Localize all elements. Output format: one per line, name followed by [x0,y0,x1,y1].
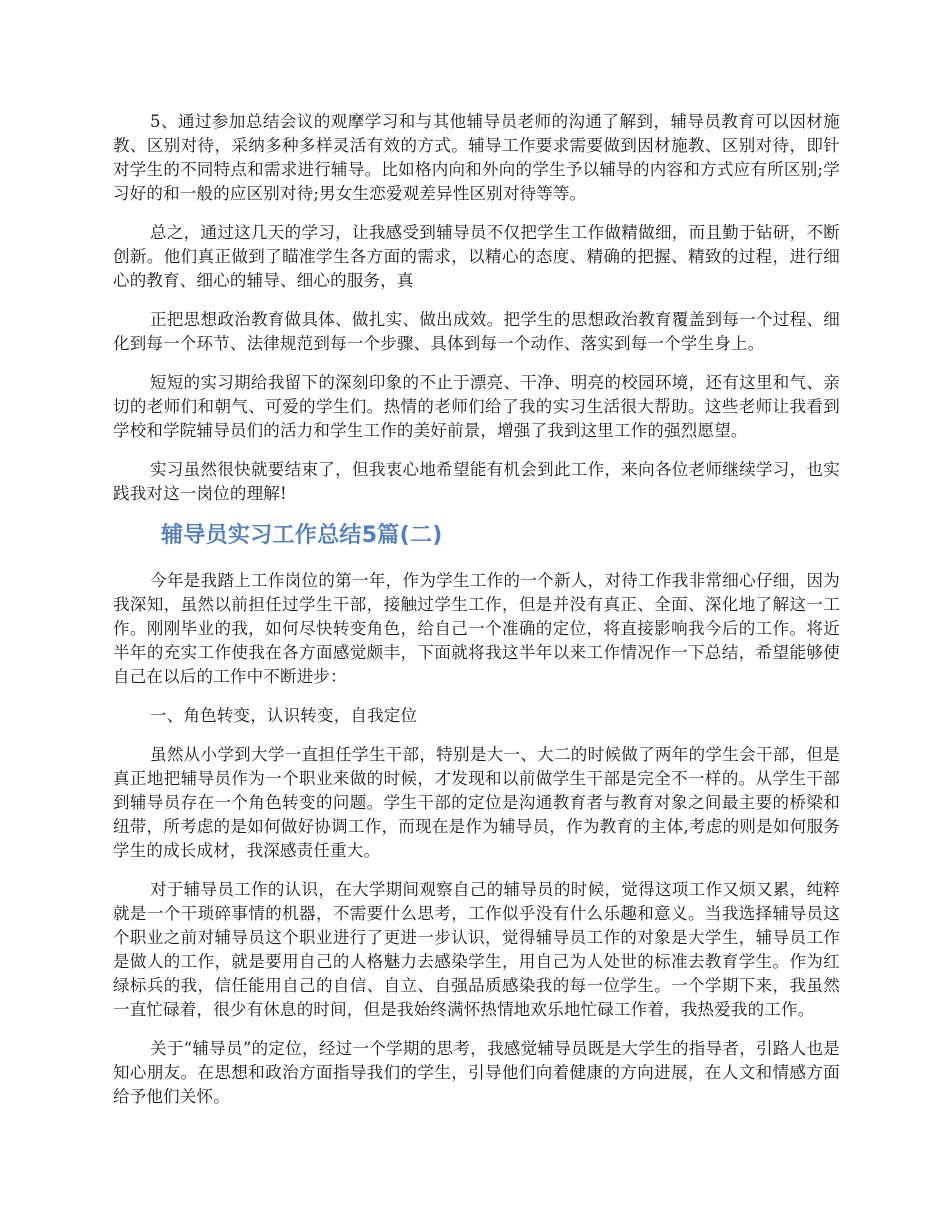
paragraph: 对于辅导员工作的认识，在大学期间观察自己的辅导员的时候，觉得这项工作又烦又累，纯粹就是一个干琐碎事情的机器，不需要什么思考，工作似乎没有什么乐趣和意义。当我选择辅导员这个职业之前对辅导员这个职业进行了更进一步认识，觉得辅导员工作的对象是大学生，辅导员工作是做人的工作，就是要用自己的人格魅力去感染学生，用自己为人处世的标准去教育学生。作为红绿标兵的我，信任能用自己的自信、自立、自强品质感染我的每一位学生。一个学期下来，我虽然一直忙碌着，很少有休息的时间，但是我始终满怀热情地欢乐地忙碌工作着，我热爱我的工作。 [113,880,840,1019]
paragraph: 关于“辅导员”的定位，经过一个学期的思考，我感觉辅导员既是大学生的指导者，引路人也是知心朋友。在思想和政治方面指导我们的学生，引导他们向着健康的方向进展，在人文和情感方面给予他们关怀。 [113,1039,840,1106]
document-body [113,110,840,1124]
paragraph: 实习虽然很快就要结束了，但我衷心地希望能有机会到此工作，来向各位老师继续学习，也实践我对这一岗位的理解! [113,460,840,503]
subheading-paragraph: 一、角色转变，认识转变，自我定位 [150,706,418,725]
paragraph: 正把思想政治教育做具体、做扎实、做出成效。把学生的思想政治教育覆盖到每一个过程、细化到每一个环节、法律规范到每一个步骤、具体到每一个动作、落实到每一个学生身上。 [113,310,840,353]
paragraph: 虽然从小学到大学一直担任学生干部，特别是大一、大二的时候做了两年的学生会干部，但是真正地把辅导员作为一个职业来做的时候，才发现和以前做学生干部是完全不一样的。从学生干部到辅导员存在一个角色转变的问题。学生干部的定位是沟通教育者与教育对象之间最主要的桥梁和纽带，所考虑的是如何做好协调工作，而现在是作为辅导员，作为教育的主体,考虑的则是如何服务学生的成长成材，我深感责任重大。 [113,745,840,860]
paragraph: 短短的实习期给我留下的深刻印象的不止于漂亮、干净、明亮的校园环境，还有这里和气、亲切的老师们和朝气、可爱的学生们。热情的老师们给了我的实习生活很大帮助。这些老师让我看到学校和学院辅导员们的活力和学生工作的美好前景，增强了我到这里工作的强烈愿望。 [113,373,840,440]
paragraph: 总之，通过这几天的学习，让我感受到辅导员不仅把学生工作做精做细，而且勤于钻研，不断创新。他们真正做到了瞄准学生各方面的需求，以精心的态度、精确的把握、精致的过程，进行细心的教育、细心的辅导、细心的服务，真 [113,223,840,290]
section-heading: 辅导员实习工作总结5篇(二) [161,523,443,548]
paragraph: 今年是我踏上工作岗位的第一年，作为学生工作的一个新人，对待工作我非常细心仔细，因为我深知，虽然以前担任过学生干部，接触过学生工作，但是并没有真正、全面、深化地了解这一工作。刚刚毕业的我，如何尽快转变角色，给自己一个准确的定位，将直接影响我今后的工作。将近半年的充实工作使我在各方面感觉颇丰，下面就将我这半年以来工作情况作一下总结，希望能够使自己在以后的工作中不断进步： [113,571,840,686]
paragraph: 5、通过参加总结会议的观摩学习和与其他辅导员老师的沟通了解到，辅导员教育可以因材施教、区别对待，采纳多种多样灵活有效的方式。辅导工作要求需要做到因材施教、区别对待，即针对学生的不同特点和需求进行辅导。比如格内向和外向的学生予以辅导的内容和方式应有所区别;学习好的和一般的应区别对待;男女生恋爱观差异性区别对待等等。 [113,112,840,203]
